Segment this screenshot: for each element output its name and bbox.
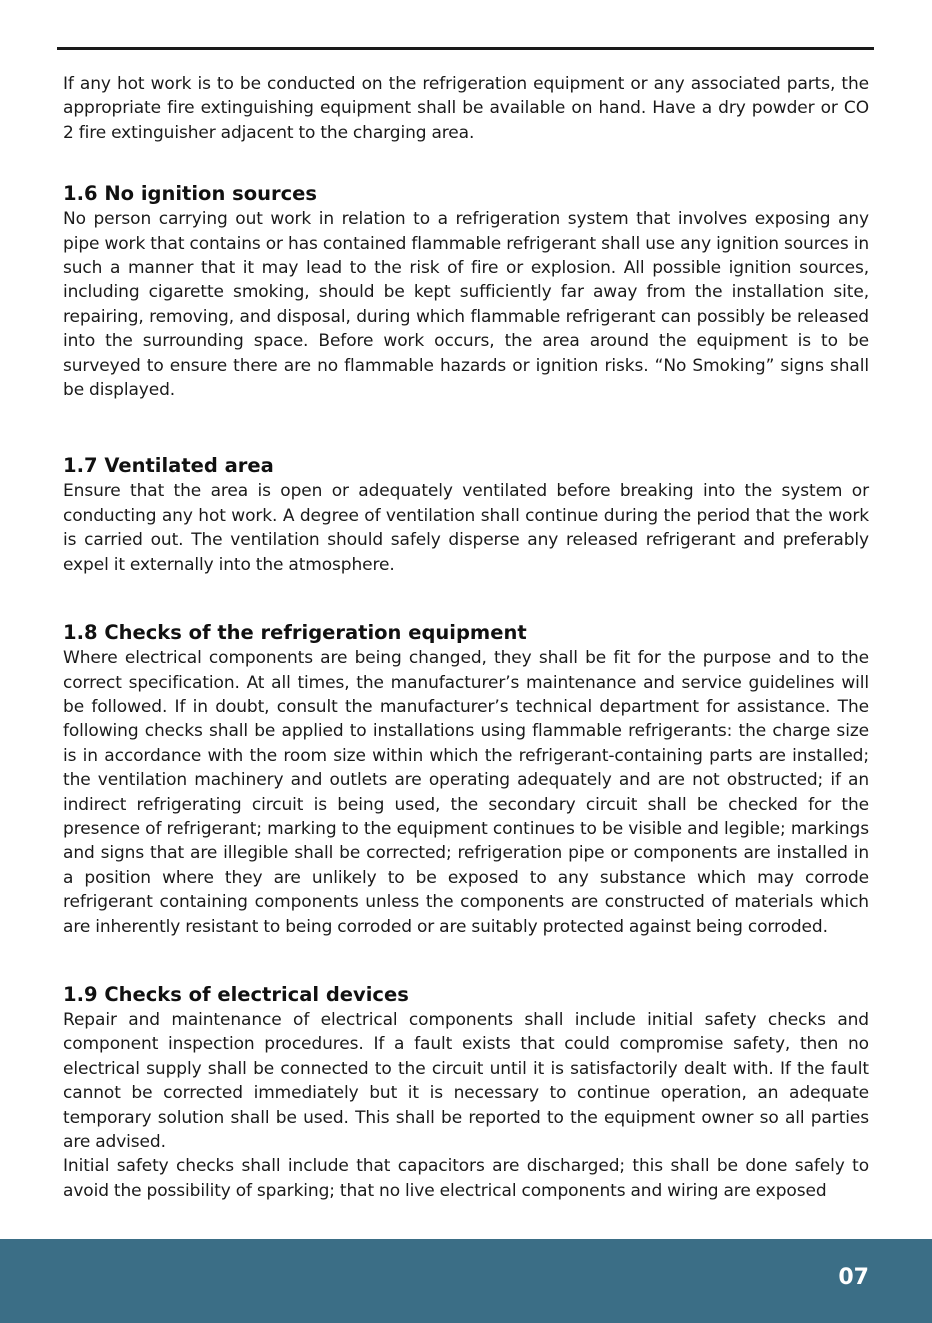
section-checks-refrigeration-equipment xyxy=(63,620,869,939)
intro-paragraph: If any hot work is to be conducted on the refrigeration equipment or any associated parts, the appropriate fire extinguishing equipment shall be available on hand. Have a dry powder or CO 2 fire extinguisher adjacent to the charging area. xyxy=(63,74,869,143)
document-body xyxy=(63,72,869,1203)
section-paragraph: Repair and maintenance of electrical components shall include initial safety checks and component inspection procedures. If a fault exists that could compromise safety, then no electrical supply shall be connected to the circuit until it is satisfactorily dealt with. If the fault cannot be corrected immediately but it is necessary to continue operation, an adequate temporary solution shall be used. This shall be reported to the equipment owner so all parties are advised. xyxy=(63,1009,869,1152)
section-paragraph: Initial safety checks shall include that capacitors are discharged; this shall be done safely to avoid the possibility of sparking; that no live electrical components and wiring are exposed xyxy=(63,1156,869,1201)
footer-bar xyxy=(0,1239,932,1323)
section-heading: 1.7 Ventilated area xyxy=(63,454,274,478)
section-paragraph: No person carrying out work in relation to a refrigeration system that involves exposing any pipe work that contains or has contained flammable refrigerant shall use any ignition sources in such a manner that it may lead to the risk of fire or explosion. All possible ignition sources, including cigarette smoking, should be kept sufficiently far away from the installation site, repairing, removing, and disposal, during which flammable refrigerant can possibly be released into the surrounding space. Before work occurs, the area around the equipment is to be surveyed to ensure there are no flammable hazards or ignition risks. “No Smoking” signs shall be displayed. xyxy=(63,209,869,401)
section-heading: 1.9 Checks of electrical devices xyxy=(63,982,409,1006)
section-checks-electrical-devices xyxy=(63,982,869,1203)
section-heading: 1.6 No ignition sources xyxy=(63,182,318,206)
spacer xyxy=(63,939,869,982)
section-ventilated-area xyxy=(63,453,869,577)
section-paragraph: Ensure that the area is open or adequately ventilated before breaking into the system or conducting any hot work. A degree of ventilation shall continue during the period that the work is carried out. The ventilation should safely disperse any released refrigerant and preferably expel it externally into the atmosphere. xyxy=(63,481,869,575)
spacer xyxy=(63,145,869,181)
header-rule xyxy=(57,47,874,50)
section-heading: 1.8 Checks of the refrigeration equipment xyxy=(63,621,527,645)
spacer xyxy=(63,577,869,620)
spacer xyxy=(63,402,869,453)
page-number: 07 xyxy=(838,1265,869,1290)
section-no-ignition-sources xyxy=(63,181,869,402)
section-paragraph: Where electrical components are being changed, they shall be fit for the purpose and to the correct specification. At all times, the manufacturer’s maintenance and service guidelines will be followed. If in doubt, consult the manufacturer’s technical department for assistance. The following checks shall be applied to installations using flammable refrigerants: the charge size is in accordance with the room size within which the refrigerant-containing parts are installed; the ventilation machinery and outlets are operating adequately and are not obstructed; if an indirect refrigerating circuit is being used, the secondary circuit shall be checked for the presence of refrigerant; marking to the equipment continues to be visible and legible; markings and signs that are illegible shall be corrected; refrigeration pipe or components are installed in a position where they are unlikely to be exposed to any substance which may corrode refrigerant containing components unless the components are constructed of materials which are inherently resistant to being corroded or are suitably protected against being corroded. xyxy=(63,648,869,937)
